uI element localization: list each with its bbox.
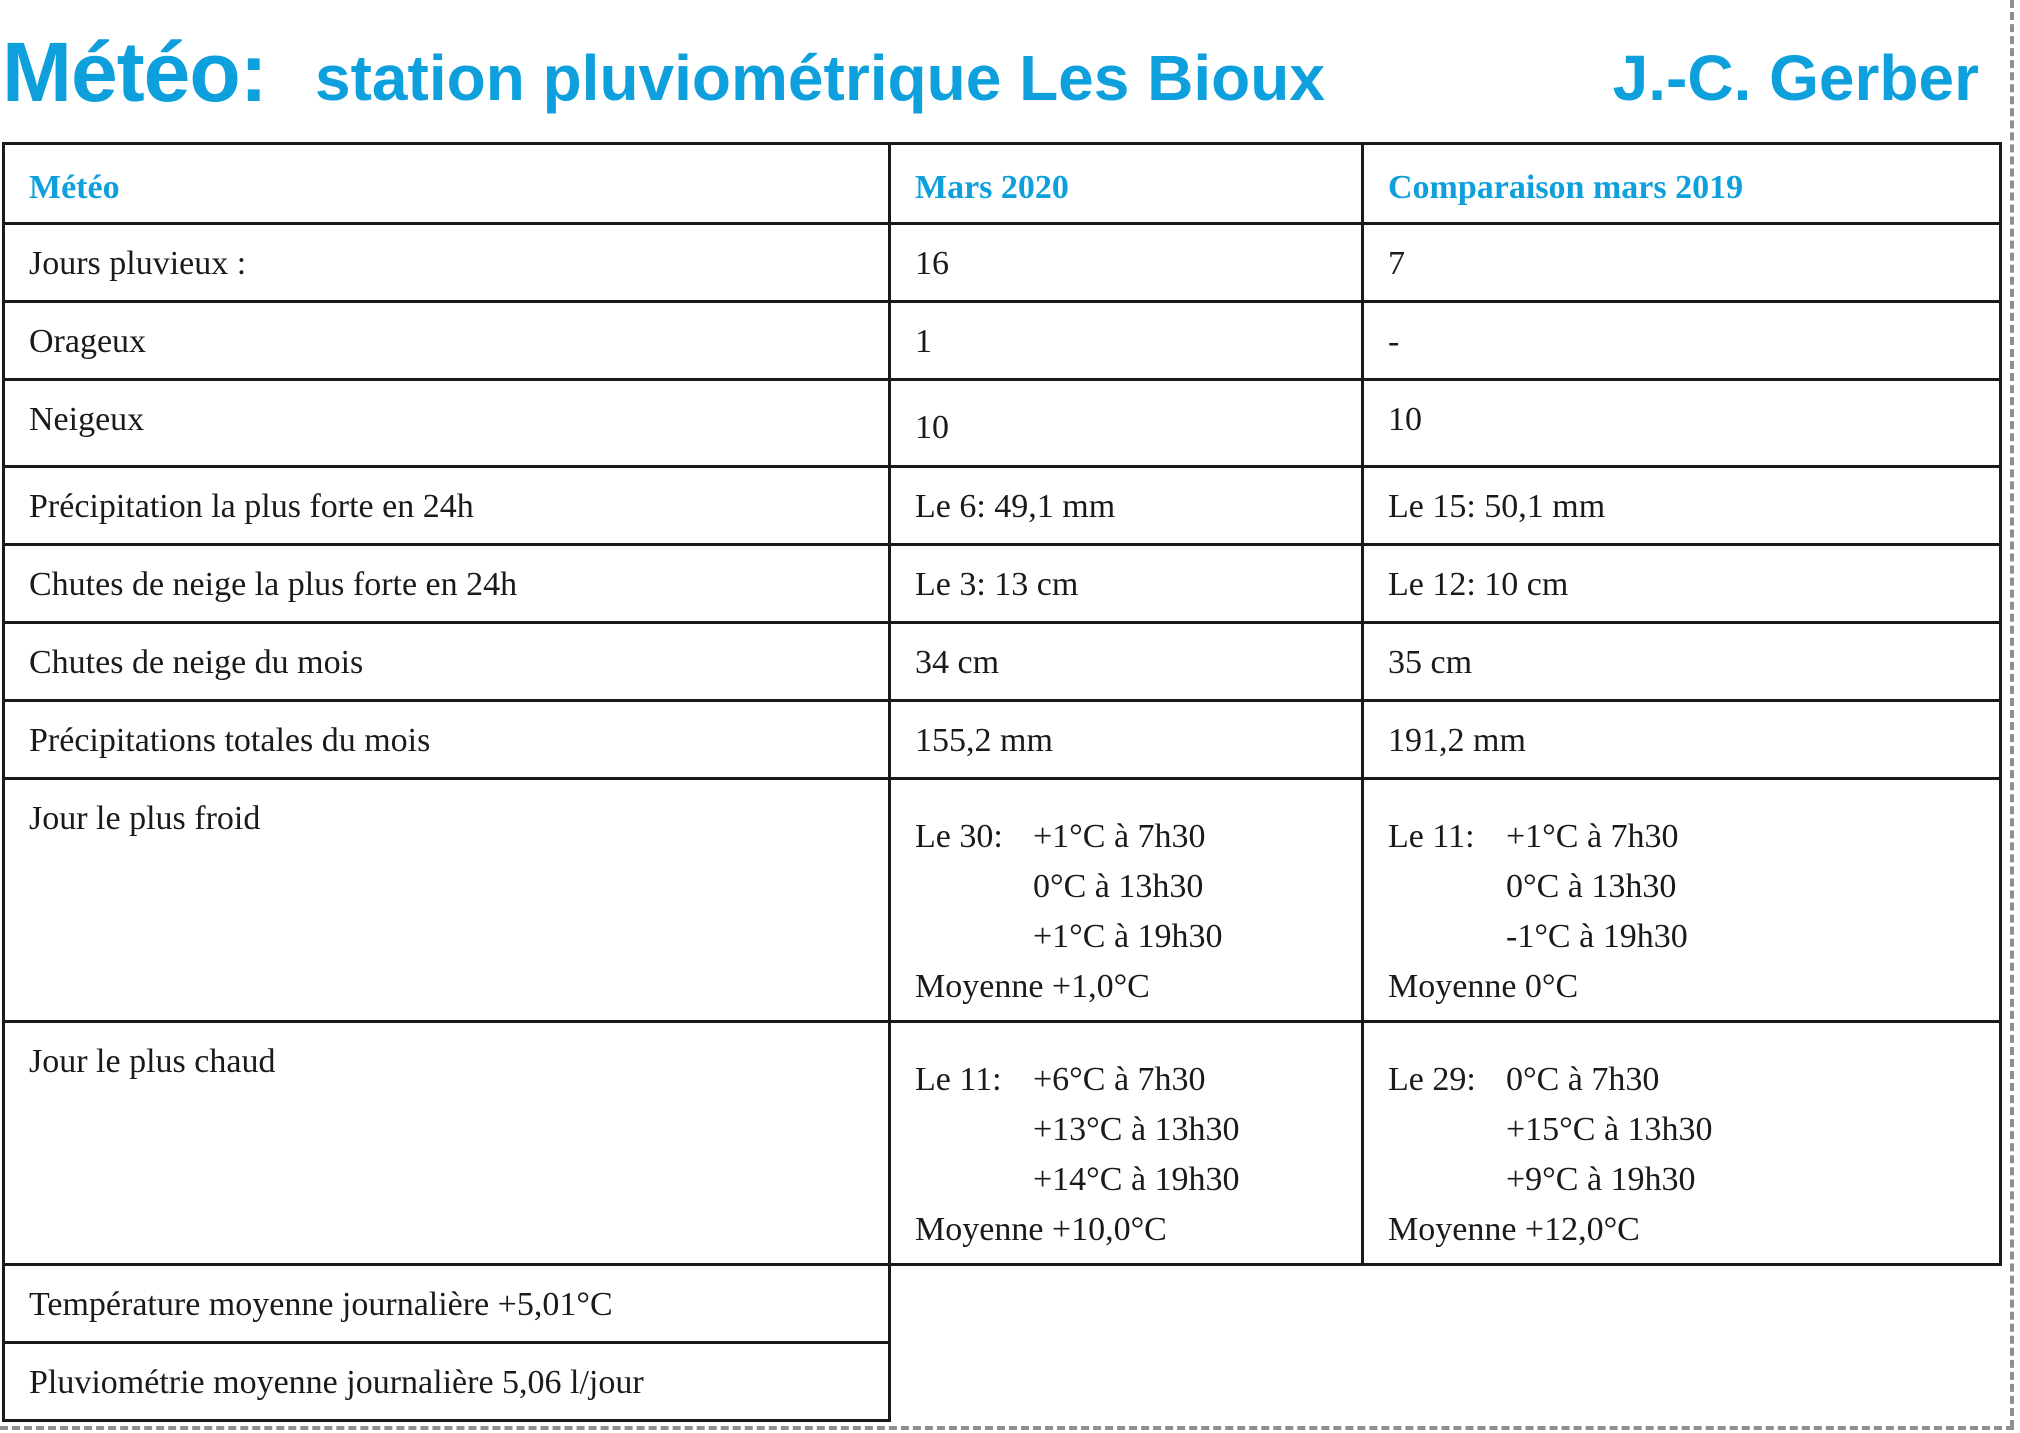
row-label: Jour le plus froid xyxy=(4,779,890,1022)
reading-morning: +1°C à 7h30 xyxy=(1506,818,1679,855)
reading-morning: +6°C à 7h30 xyxy=(1033,1061,1206,1098)
cut-line-right xyxy=(2010,0,2014,1428)
row-label: Précipitation la plus forte en 24h xyxy=(4,467,890,545)
table-row-max-precipitation xyxy=(4,467,2001,545)
table-row-storm-days xyxy=(4,302,2001,380)
reading-morning: +1°C à 7h30 xyxy=(1033,818,1206,855)
value-mars-2019: 35 cm xyxy=(1363,623,2001,701)
author-name: J.-C. Gerber xyxy=(1612,42,1979,114)
weather-table xyxy=(2,142,2002,1422)
value-mars-2020 xyxy=(890,380,1363,467)
value-mars-2020: Le 6: 49,1 mm xyxy=(890,467,1363,545)
reading-morning: 0°C à 7h30 xyxy=(1506,1061,1660,1098)
day-label: Le 11: xyxy=(1388,818,1475,855)
day-label: Le 11: xyxy=(915,1061,1002,1098)
cut-line-bottom xyxy=(0,1426,2014,1430)
day-label: Le 30: xyxy=(915,818,1003,855)
daily-average: Moyenne 0°C xyxy=(1388,968,1579,1005)
daily-average: Moyenne +12,0°C xyxy=(1388,1211,1640,1248)
reading-evening: +14°C à 19h30 xyxy=(1033,1161,1240,1198)
daily-average: Moyenne +1,0°C xyxy=(915,968,1150,1005)
summary-text: Pluviométrie moyenne journalière 5,06 l/jour xyxy=(4,1343,890,1421)
value-text: 10 xyxy=(915,409,949,446)
table-header-row xyxy=(4,144,2001,224)
table-row-max-snowfall xyxy=(4,545,2001,623)
reading-evening: +1°C à 19h30 xyxy=(1033,918,1223,955)
value-mars-2019: 191,2 mm xyxy=(1363,701,2001,779)
row-label: Jour le plus chaud xyxy=(4,1022,890,1265)
table-row-monthly-snowfall xyxy=(4,623,2001,701)
value-mars-2020: 155,2 mm xyxy=(890,701,1363,779)
value-mars-2019 xyxy=(1363,779,2001,1022)
reading-midday: +15°C à 13h30 xyxy=(1506,1111,1713,1148)
value-mars-2020: 34 cm xyxy=(890,623,1363,701)
value-mars-2019: 7 xyxy=(1363,224,2001,302)
row-label: Chutes de neige la plus forte en 24h xyxy=(4,545,890,623)
title-main: Météo: xyxy=(2,25,267,119)
row-label: Jours pluvieux : xyxy=(4,224,890,302)
day-label: Le 29: xyxy=(1388,1061,1476,1098)
value-mars-2019 xyxy=(1363,1022,2001,1265)
table-row-rainy-days xyxy=(4,224,2001,302)
table-row-snow-days xyxy=(4,380,2001,467)
empty-cell xyxy=(890,1265,2001,1343)
empty-cell xyxy=(890,1343,2001,1421)
value-mars-2020: 16 xyxy=(890,224,1363,302)
value-mars-2020 xyxy=(890,1022,1363,1265)
table-row-coldest-day xyxy=(4,779,2001,1022)
table-row-monthly-precipitation xyxy=(4,701,2001,779)
reading-midday: +13°C à 13h30 xyxy=(1033,1111,1240,1148)
row-label: Orageux xyxy=(4,302,890,380)
value-mars-2019: Le 12: 10 cm xyxy=(1363,545,2001,623)
reading-midday: 0°C à 13h30 xyxy=(1506,868,1677,905)
column-header-mars-2020: Mars 2020 xyxy=(890,144,1363,224)
value-mars-2019: - xyxy=(1363,302,2001,380)
column-header-meteo: Météo xyxy=(4,144,890,224)
summary-text: Température moyenne journalière +5,01°C xyxy=(4,1265,890,1343)
page-header xyxy=(0,25,1985,120)
value-mars-2019: Le 15: 50,1 mm xyxy=(1363,467,2001,545)
row-label: Chutes de neige du mois xyxy=(4,623,890,701)
table-row-hottest-day xyxy=(4,1022,2001,1265)
reading-evening: +9°C à 19h30 xyxy=(1506,1161,1696,1198)
value-mars-2019: 10 xyxy=(1363,380,2001,467)
table-row-average-rainfall xyxy=(4,1343,2001,1421)
value-mars-2020 xyxy=(890,779,1363,1022)
title-subtitle: station pluviométrique Les Bioux xyxy=(315,42,1325,114)
value-mars-2020: Le 3: 13 cm xyxy=(890,545,1363,623)
value-mars-2020: 1 xyxy=(890,302,1363,380)
row-label: Neigeux xyxy=(4,380,890,467)
row-label: Précipitations totales du mois xyxy=(4,701,890,779)
daily-average: Moyenne +10,0°C xyxy=(915,1211,1167,1248)
reading-evening: -1°C à 19h30 xyxy=(1506,918,1688,955)
table-row-average-temperature xyxy=(4,1265,2001,1343)
reading-midday: 0°C à 13h30 xyxy=(1033,868,1204,905)
column-header-mars-2019: Comparaison mars 2019 xyxy=(1363,144,2001,224)
